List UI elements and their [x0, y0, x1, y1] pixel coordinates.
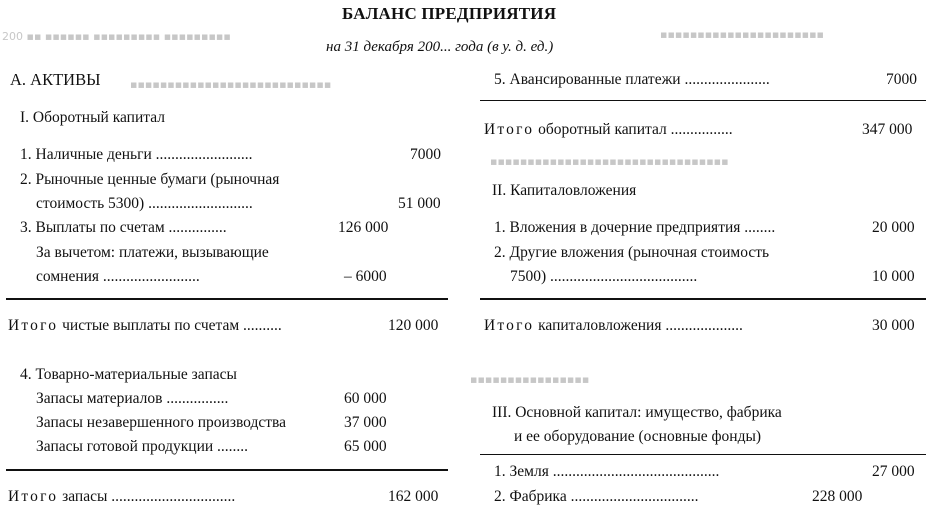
- total-current-capital-value: 347 000: [862, 121, 913, 138]
- row-securities-value: 51 000: [398, 195, 441, 212]
- row-land-label: 1. Земля: [494, 463, 549, 480]
- row-subsidiaries-dots: ........: [740, 219, 776, 236]
- row-securities-line1: 2. Рыночные ценные бумаги (рыночная: [20, 171, 280, 188]
- total-inventory-label: запасы: [62, 488, 108, 505]
- row-other-investments-label: 7500): [510, 268, 547, 285]
- row-receivables: [20, 219, 227, 237]
- row-factory: [494, 488, 698, 506]
- row-finished-goods-dots: ........: [213, 438, 249, 455]
- row-receivables-dots: ...............: [164, 219, 227, 236]
- row-cash-dots: .........................: [151, 146, 253, 163]
- row-prepaid-label: 5. Авансированные платежи: [494, 71, 681, 88]
- row-securities-line2: [36, 195, 253, 213]
- row-cash: [20, 146, 253, 164]
- rule-right-2: [480, 298, 926, 300]
- total-receivables-dots: ..........: [239, 317, 282, 334]
- row-land: [494, 463, 719, 481]
- row-materials-value: 60 000: [344, 390, 387, 407]
- row-other-investments-dots: ......................................: [546, 268, 698, 285]
- row-receivables-value: 126 000: [338, 219, 389, 236]
- row-factory-value: 228 000: [812, 488, 863, 505]
- row-securities-dots: ...........................: [144, 195, 253, 212]
- row-doubtful-label: сомнения: [36, 268, 100, 285]
- row-finished-goods: [36, 438, 248, 456]
- row-wip: Запасы незавершенного производства: [36, 414, 287, 431]
- section-assets-heading: А. АКТИВЫ: [10, 70, 101, 89]
- row-cash-value: 7000: [410, 146, 441, 163]
- page-subtitle: на 31 декабря 200... года (в у. д. ед.): [326, 39, 554, 55]
- total-current-capital-dots: ................: [666, 121, 733, 138]
- total-inventory: [8, 488, 235, 506]
- row-cash-label: 1. Наличные деньги: [20, 146, 152, 163]
- total-inventory-dots: ................................: [107, 488, 236, 505]
- total-investments-dots: ....................: [661, 317, 743, 334]
- row-doubtful-line2: [36, 268, 200, 286]
- bleed-through-noise: ▪▪▪▪▪▪▪▪▪▪▪▪▪▪▪▪▪▪▪▪▪▪▪▪▪▪▪▪▪▪▪▪: [490, 155, 729, 168]
- row-factory-label: 2. Фабрика: [494, 488, 567, 505]
- total-investments-value: 30 000: [872, 317, 915, 334]
- total-current-capital: [484, 121, 733, 139]
- section-fixed-assets-line1: III. Основной капитал: имущество, фабрика: [492, 404, 782, 421]
- row-subsidiaries-label: 1. Вложения в дочерние предприятия: [494, 219, 741, 236]
- section-investments-heading: II. Капиталовложения: [492, 182, 637, 199]
- row-subsidiaries-value: 20 000: [872, 219, 915, 236]
- row-finished-goods-value: 65 000: [344, 438, 387, 455]
- total-receivables-label: чистые выплаты по счетам: [62, 317, 240, 334]
- row-subsidiaries: [494, 219, 775, 237]
- row-materials-dots: ................: [162, 390, 229, 407]
- bleed-through-noise: ▪▪▪▪▪▪▪▪▪▪▪▪▪▪▪▪▪▪▪▪▪▪▪▪▪▪▪: [130, 78, 332, 91]
- bleed-through-noise: ▪▪▪▪▪▪▪▪▪▪▪▪▪▪▪▪▪▪▪▪▪▪: [660, 28, 825, 41]
- row-receivables-label: 3. Выплаты по счетам: [20, 219, 165, 236]
- row-doubtful-dots: .........................: [99, 268, 200, 285]
- rule-left-1: [6, 298, 448, 300]
- row-materials: [36, 390, 228, 408]
- total-investments-label: капиталовложения: [538, 317, 662, 334]
- bleed-through-noise: 200 ▪▪ ▪▪▪▪▪▪ ▪▪▪▪▪▪▪▪▪ ▪▪▪▪▪▪▪▪▪: [2, 30, 231, 43]
- total-receivables: [8, 317, 282, 335]
- row-other-investments-line1: 2. Другие вложения (рыночная стоимость: [494, 244, 770, 261]
- row-materials-label: Запасы материалов: [36, 390, 163, 407]
- row-land-dots: ...........................................: [548, 463, 720, 480]
- total-receivables-value: 120 000: [388, 317, 439, 334]
- row-wip-value: 37 000: [344, 414, 387, 431]
- total-receivables-lead: Итого: [8, 317, 59, 334]
- row-factory-dots: .................................: [566, 488, 699, 505]
- rule-right-1: [480, 100, 926, 101]
- total-inventory-lead: Итого: [8, 488, 59, 505]
- rule-left-2: [6, 469, 448, 471]
- section-current-capital-heading: I. Оборотный капитал: [20, 109, 165, 126]
- row-finished-goods-label: Запасы готовой продукции: [36, 438, 214, 455]
- total-inventory-value: 162 000: [388, 488, 439, 505]
- page-title: БАЛАНС ПРЕДПРИЯТИЯ: [342, 4, 557, 23]
- bleed-through-noise: ▪▪▪▪▪▪▪▪▪▪▪▪▪▪▪▪: [470, 373, 590, 386]
- total-current-capital-label: оборотный капитал: [538, 121, 667, 138]
- row-doubtful-line1: За вычетом: платежи, вызывающие: [36, 244, 269, 261]
- row-other-investments-value: 10 000: [872, 268, 915, 285]
- section-inventory-heading: 4. Товарно-материальные запасы: [20, 366, 237, 383]
- row-land-value: 27 000: [872, 463, 915, 480]
- rule-right-3: [480, 454, 926, 455]
- section-fixed-assets-line2: и ее оборудование (основные фонды): [514, 428, 762, 445]
- row-prepaid: [494, 71, 770, 89]
- row-prepaid-dots: ......................: [680, 71, 770, 88]
- row-doubtful-value: – 6000: [344, 268, 387, 285]
- row-other-investments-line2: [510, 268, 697, 286]
- total-investments: [484, 317, 743, 335]
- total-current-capital-lead: Итого: [484, 121, 535, 138]
- row-securities-label: стоимость 5300): [36, 195, 145, 212]
- total-investments-lead: Итого: [484, 317, 535, 334]
- row-prepaid-value: 7000: [886, 71, 917, 88]
